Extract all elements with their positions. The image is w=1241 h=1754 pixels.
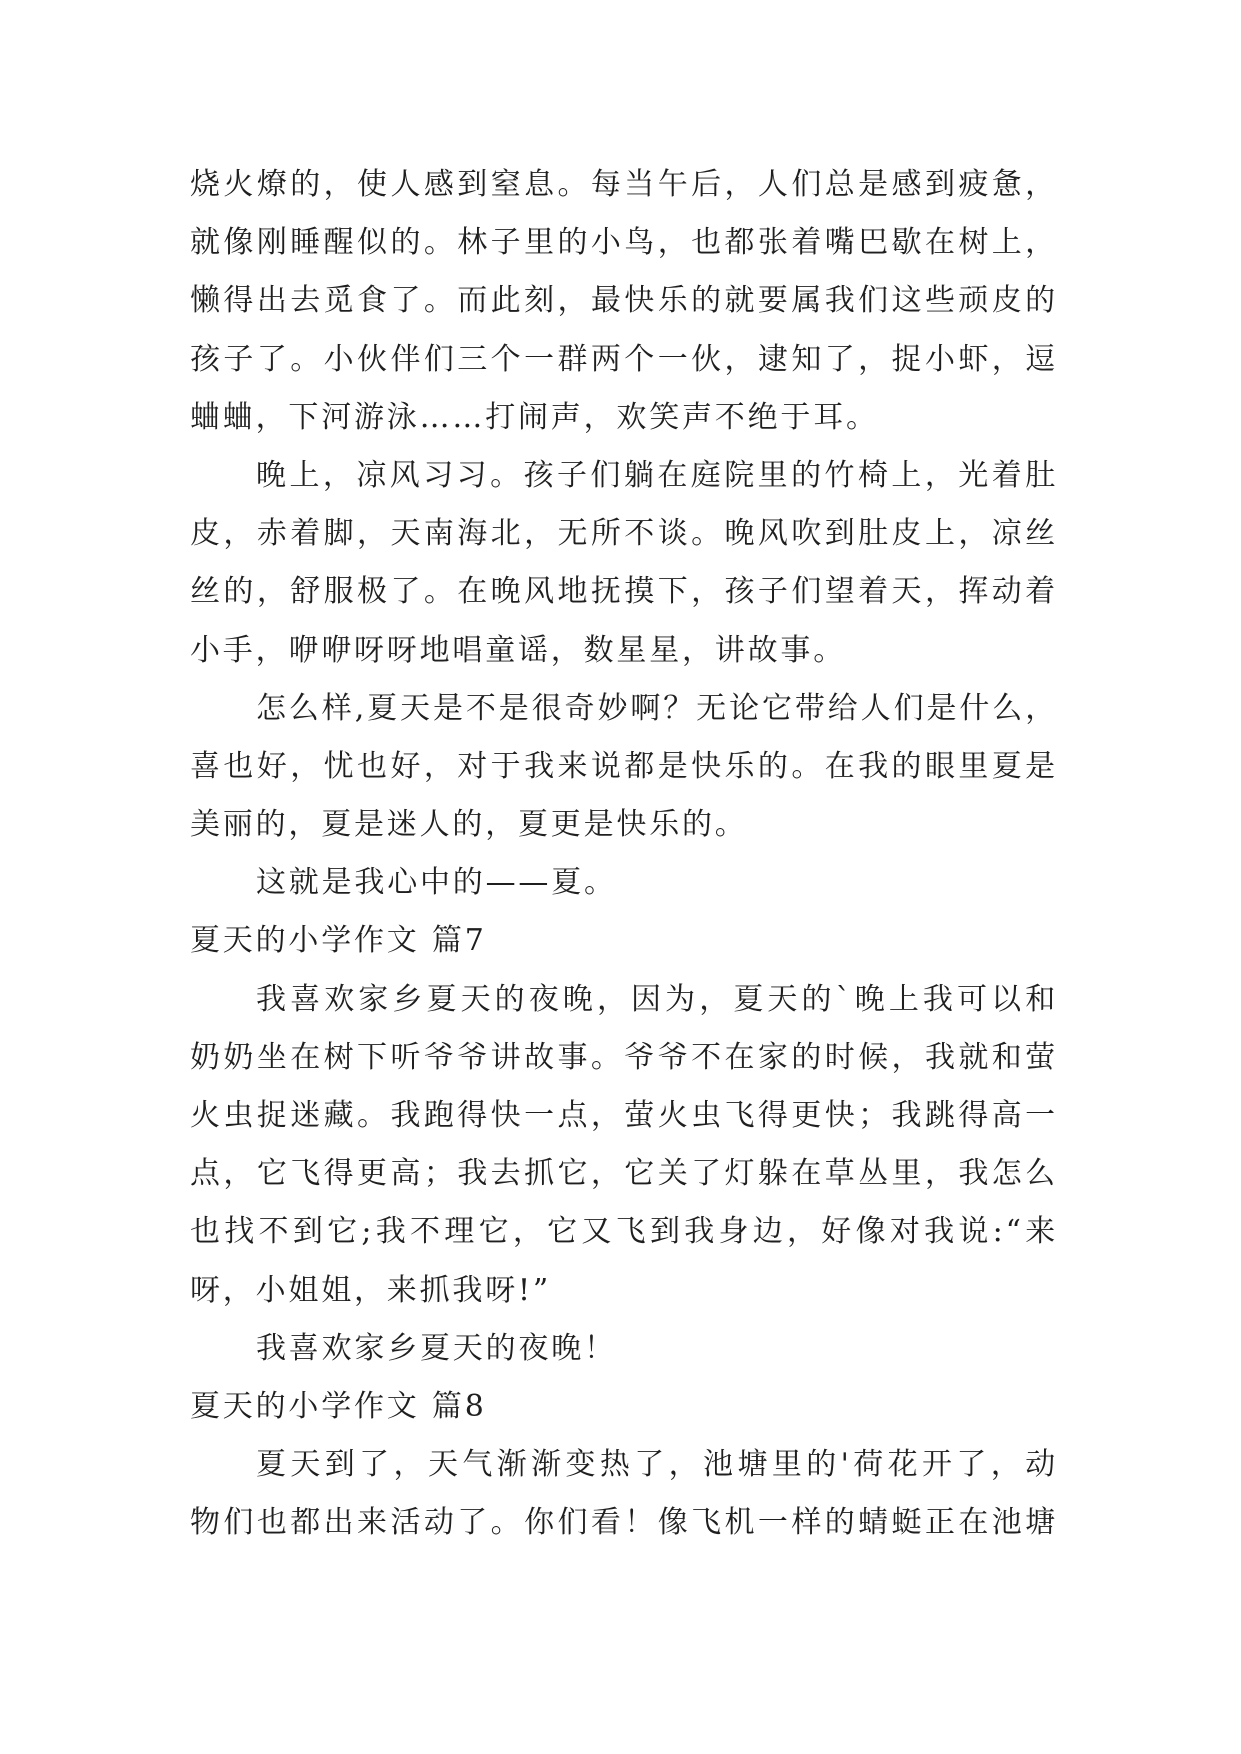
section-heading: 夏天的小学作文 篇8 xyxy=(190,1388,487,1424)
text-line: 喜也好，忧也好，对于我来说都是快乐的。在我的眼里夏是 xyxy=(190,748,1058,784)
text-line: 蛐蛐，下河游泳……打闹声，欢笑声不绝于耳。 xyxy=(190,399,879,435)
text-line: 呀，小姐姐，来抓我呀!” xyxy=(190,1272,551,1308)
paragraph xyxy=(190,1436,1058,1552)
paragraph xyxy=(190,854,1058,912)
text-line: 也找不到它;我不理它，它又飞到我身边，好像对我说:“来 xyxy=(190,1214,1058,1250)
text-line: 美丽的，夏是迷人的，夏更是快乐的。 xyxy=(190,807,748,843)
text-line: 物们也都出来活动了。你们看！像飞机一样的蜻蜓正在池塘 xyxy=(190,1505,1058,1541)
text-line: 小手，咿咿呀呀地唱童谣，数星星，讲故事。 xyxy=(190,632,846,668)
text-line: 怎么样,夏天是不是很奇妙啊？无论它带给人们是什么， xyxy=(256,690,1058,726)
text-line: 就像刚睡醒似的。林子里的小鸟，也都张着嘴巴歇在树上， xyxy=(190,225,1058,261)
section-heading: 夏天的小学作文 篇7 xyxy=(190,923,487,959)
essay-section xyxy=(190,912,1058,1378)
text-line: 烧火燎的，使人感到窒息。每当午后，人们总是感到疲惫， xyxy=(190,167,1058,202)
paragraph xyxy=(190,1320,1058,1378)
paragraph xyxy=(190,680,1058,855)
text-line: 我喜欢家乡夏天的夜晚！ xyxy=(256,1330,617,1366)
paragraph xyxy=(190,971,1058,1320)
text-line: 我喜欢家乡夏天的夜晚，因为，夏天的`晚上我可以和 xyxy=(256,981,1058,1017)
text-line: 夏天到了，天气渐渐变热了，池塘里的'荷花开了，动 xyxy=(256,1447,1058,1483)
paragraph xyxy=(190,447,1058,680)
text-line: 懒得出去觅食了。而此刻，最快乐的就要属我们这些顽皮的 xyxy=(190,283,1058,319)
document-body xyxy=(190,156,1058,1553)
text-line: 火虫捉迷藏。我跑得快一点，萤火虫飞得更快；我跳得高一 xyxy=(190,1098,1058,1133)
text-line: 奶奶坐在树下听爷爷讲故事。爷爷不在家的时候，我就和萤 xyxy=(190,1039,1058,1075)
text-line: 这就是我心中的——夏。 xyxy=(256,865,617,901)
text-line: 皮，赤着脚，天南海北，无所不谈。晚风吹到肚皮上，凉丝 xyxy=(190,516,1058,552)
text-line: 丝的，舒服极了。在晚风地抚摸下，孩子们望着天，挥动着 xyxy=(190,574,1058,610)
text-line: 孩子了。小伙伴们三个一群两个一伙，逮知了，捉小虾，逗 xyxy=(190,341,1058,377)
text-line: 晚上，凉风习习。孩子们躺在庭院里的竹椅上，光着肚 xyxy=(256,457,1058,493)
essay-section xyxy=(190,1378,1058,1553)
paragraph xyxy=(190,156,1058,447)
text-line: 点，它飞得更高；我去抓它，它关了灯躲在草丛里，我怎么 xyxy=(190,1156,1058,1192)
